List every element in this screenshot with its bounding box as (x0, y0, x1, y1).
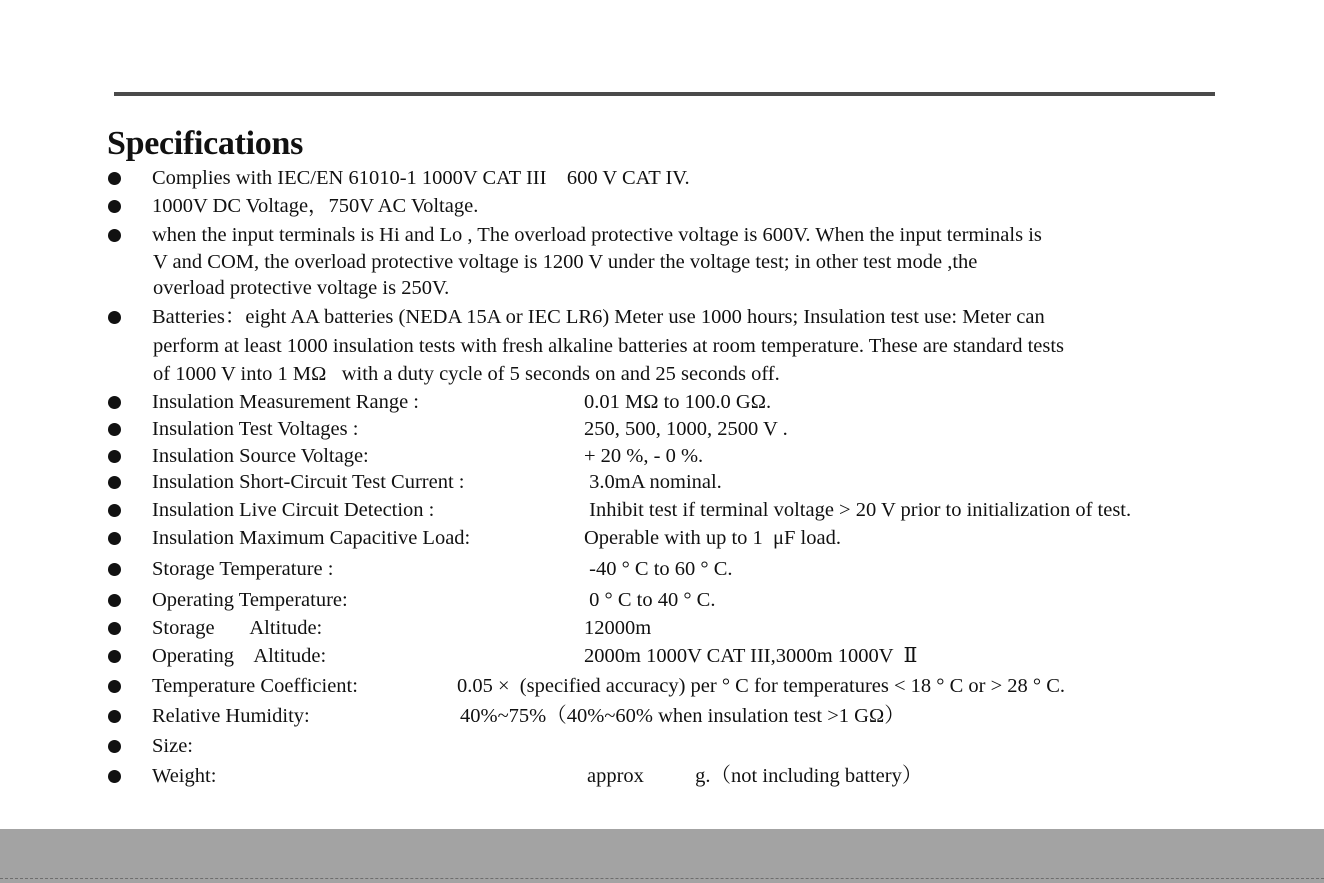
spec-value: 12000m (584, 617, 652, 639)
spec-label: Insulation Measurement Range : (152, 391, 420, 413)
spec-label: Operating Altitude: (152, 645, 327, 667)
spec-value: 0.05 × (specified accuracy) per ° C for temperatures < 18 ° C or > 28 ° C. (457, 675, 1066, 697)
bullet-icon (108, 680, 121, 693)
bullet-icon (108, 740, 121, 753)
spec-text: Complies with IEC/EN 61010-1 1000V CAT III 600 V CAT IV. (152, 167, 690, 189)
spec-text-continued: overload protective voltage is 250V. (153, 277, 450, 299)
bullet-icon (108, 229, 121, 242)
bullet-icon (108, 710, 121, 723)
bullet-icon (108, 172, 121, 185)
bullet-icon (108, 504, 121, 517)
bullet-icon (108, 396, 121, 409)
spec-label: Insulation Source Voltage: (152, 445, 369, 467)
bullet-icon (108, 450, 121, 463)
spec-label: Operating Temperature: (152, 589, 348, 611)
bullet-icon (108, 622, 121, 635)
spec-value: 3.0mA nominal. (584, 471, 722, 493)
spec-value: -40 ° C to 60 ° C. (584, 558, 733, 580)
spec-label: Insulation Short-Circuit Test Current : (152, 471, 465, 493)
spec-label: Insulation Live Circuit Detection : (152, 499, 435, 521)
spec-value: Operable with up to 1 μF load. (584, 527, 841, 549)
spec-text-continued: perform at least 1000 insulation tests with fresh alkaline batteries at room temperature. These are standard tests (153, 335, 1065, 357)
spec-value: + 20 %, - 0 %. (584, 445, 704, 467)
bullet-icon (108, 770, 121, 783)
spec-label: Storage Temperature : (152, 558, 334, 580)
spec-label: Relative Humidity: (152, 705, 310, 727)
spec-text-continued: of 1000 V into 1 MΩ with a duty cycle of 5 seconds on and 25 seconds off. (153, 363, 780, 385)
spec-value: 0.01 MΩ to 100.0 GΩ. (584, 391, 772, 413)
spec-label: Insulation Maximum Capacitive Load: (152, 527, 471, 549)
spec-value: 40%~75%（40%~60% when insulation test >1 GΩ） (460, 705, 905, 727)
bullet-icon (108, 423, 121, 436)
page-title: Specifications (107, 125, 304, 162)
spec-text-continued: V and COM, the overload protective voltage is 1200 V under the voltage test; in other test mode ,the (153, 251, 978, 273)
bullet-icon (108, 650, 121, 663)
spec-label: Size: (152, 735, 193, 757)
spec-label: Insulation Test Voltages : (152, 418, 359, 440)
spec-value: 0 ° C to 40 ° C. (584, 589, 716, 611)
spec-text: Batteries：eight AA batteries (NEDA 15A or IEC LR6) Meter use 1000 hours; Insulation test use: Meter can (152, 306, 1045, 328)
bullet-icon (108, 476, 121, 489)
bullet-icon (108, 532, 121, 545)
bullet-icon (108, 200, 121, 213)
spec-label: Storage Altitude: (152, 617, 323, 639)
spec-label: Temperature Coefficient: (152, 675, 358, 697)
bullet-icon (108, 311, 121, 324)
footer-edge (0, 878, 1324, 879)
spec-label: Weight: (152, 765, 217, 787)
spec-text: 1000V DC Voltage，750V AC Voltage. (152, 195, 479, 217)
bullet-icon (108, 594, 121, 607)
spec-value: 250, 500, 1000, 2500 V . (584, 418, 788, 440)
bullet-icon (108, 563, 121, 576)
spec-value: Inhibit test if terminal voltage > 20 V prior to initialization of test. (584, 499, 1132, 521)
spec-value: approx g.（not including battery） (587, 765, 923, 787)
spec-text: when the input terminals is Hi and Lo , The overload protective voltage is 600V. When the input terminals is (152, 224, 1042, 246)
spec-value: 2000m 1000V CAT III,3000m 1000V Ⅱ (584, 645, 918, 667)
footer-bar (0, 829, 1324, 883)
